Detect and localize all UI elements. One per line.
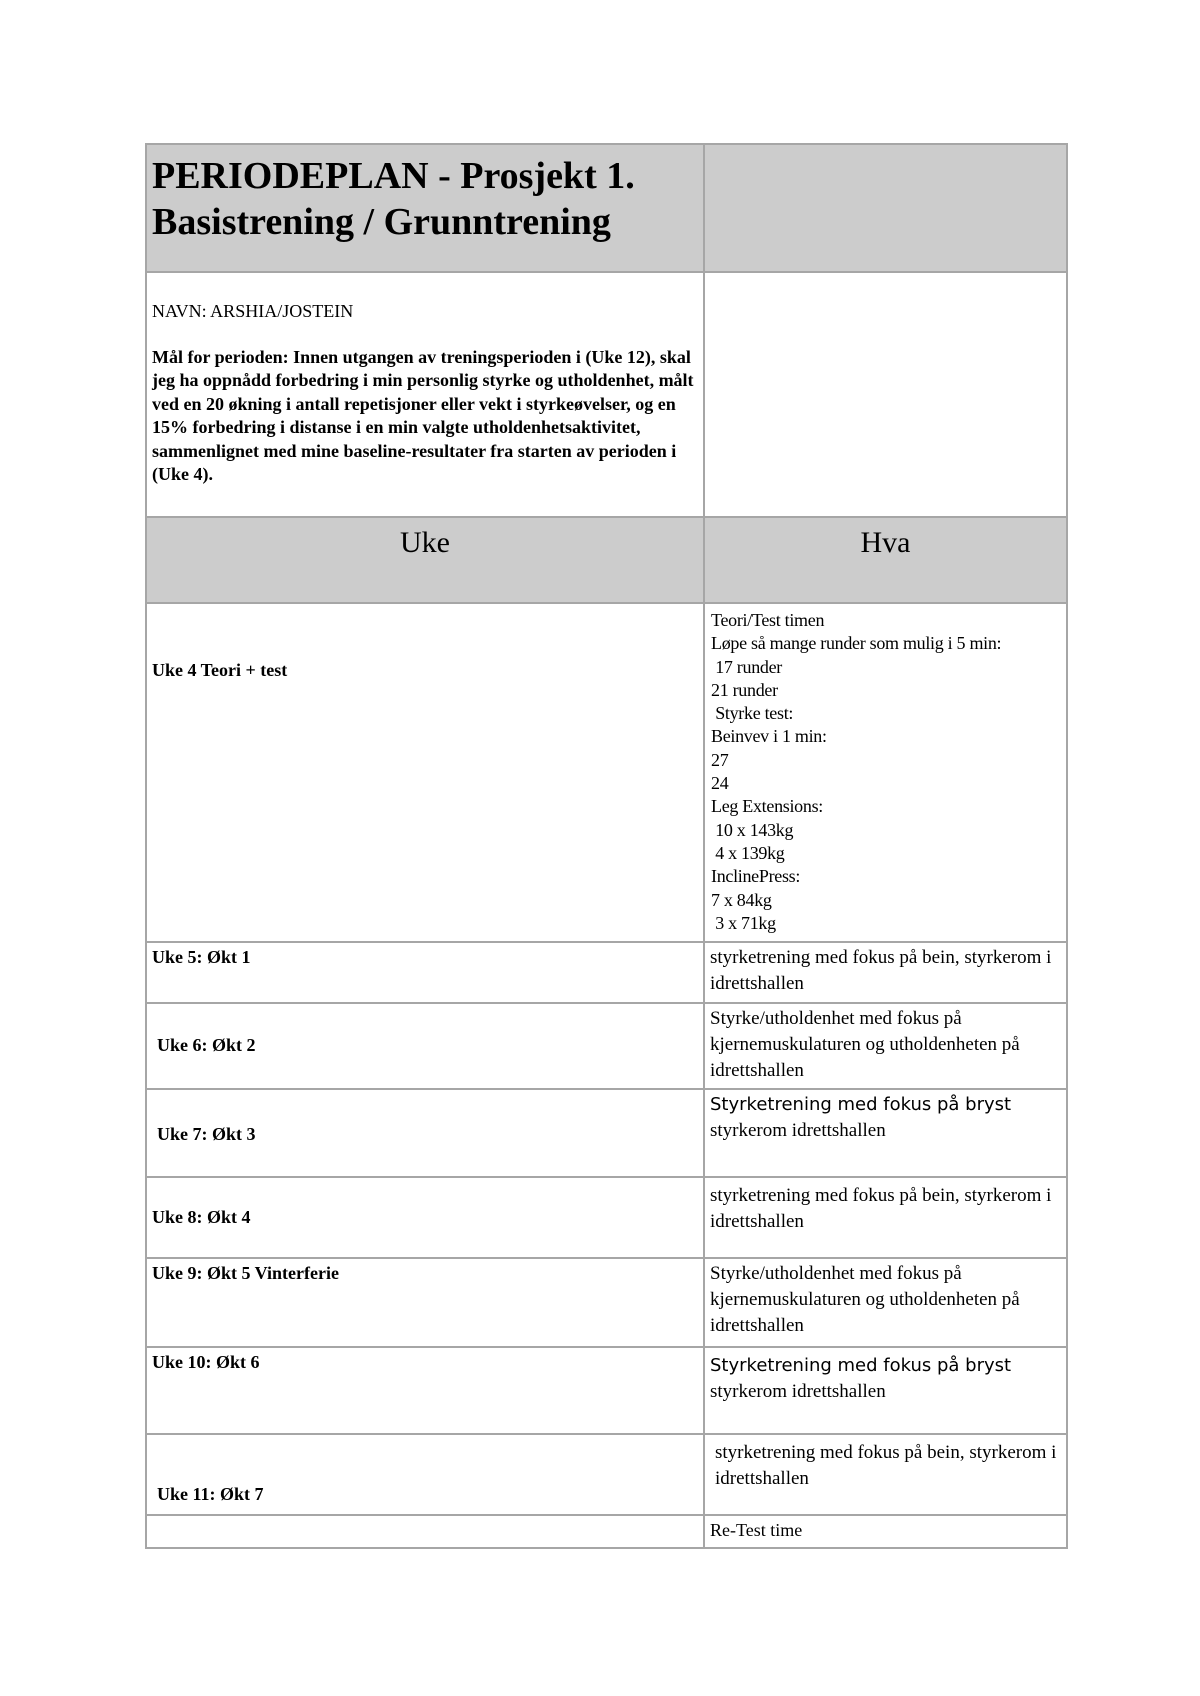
header-hva-cell: [704, 517, 1067, 603]
week-label: Uke 10: Økt 6: [152, 1352, 260, 1372]
uke-cell: [146, 603, 704, 942]
table-row: [146, 1177, 1067, 1258]
uke-cell: [146, 1258, 704, 1347]
hva-cell: [704, 1003, 1067, 1089]
title-line-1: PERIODEPLAN - Prosjekt 1.: [152, 155, 635, 197]
plan-description: Re-Test time: [710, 1520, 803, 1540]
week-label: Uke 8: Økt 4: [152, 1207, 251, 1227]
plan-location: styrkerom idrettshallen: [710, 1120, 886, 1141]
info-cell: [146, 272, 704, 517]
table-row: [146, 1515, 1067, 1548]
plan-line: 7 x 84kg: [711, 889, 772, 910]
uke-cell: [146, 1177, 704, 1258]
test-results-list: [705, 604, 1066, 935]
table-row: [146, 1347, 1067, 1434]
title-row: [146, 144, 1067, 272]
uke-cell: [146, 1434, 704, 1515]
plan-description: styrketrening med fokus på bein, styrkerom i idrettshallen: [715, 1442, 1057, 1489]
name-line: NAVN: ARSHIA/JOSTEIN: [152, 301, 354, 321]
hva-cell: [704, 1347, 1067, 1434]
plan-line: Styrke test:: [711, 703, 794, 724]
header-hva: Hva: [860, 526, 911, 559]
header-uke-cell: [146, 517, 704, 603]
plan-line: 24: [711, 773, 729, 794]
plan-line: 27: [711, 749, 729, 770]
info-empty-cell: [704, 272, 1067, 517]
uke-cell: [146, 1003, 704, 1089]
hva-cell: [704, 603, 1067, 942]
plan-line: 4 x 139kg: [711, 842, 785, 863]
plan-line: Beinvev i 1 min:: [711, 726, 827, 747]
plan-description: Styrke/utholdenhet med fokus på kjernemuskulaturen og utholdenheten på idrettshallen: [710, 1263, 1020, 1336]
uke-cell: [146, 1515, 704, 1548]
hva-cell: [704, 1434, 1067, 1515]
title-cell: [146, 144, 704, 272]
uke-cell: [146, 1347, 704, 1434]
table-row: [146, 1258, 1067, 1347]
hva-cell: [704, 1515, 1067, 1548]
table-row: [146, 1003, 1067, 1089]
plan-description: styrketrening med fokus på bein, styrkerom i idrettshallen: [710, 947, 1052, 994]
period-plan-table: [145, 143, 1068, 1549]
hva-cell: [704, 1089, 1067, 1177]
column-header-row: [146, 517, 1067, 603]
info-row: [146, 272, 1067, 517]
plan-line: Løpe så mange runder som mulig i 5 min:: [711, 633, 1002, 654]
plan-line: 21 runder: [711, 679, 778, 700]
plan-location: styrkerom idrettshallen: [710, 1381, 886, 1402]
plan-description: styrketrening med fokus på bein, styrkerom i idrettshallen: [710, 1185, 1052, 1232]
plan-line: 17 runder: [711, 656, 782, 677]
week-label: Uke 11: Økt 7: [157, 1484, 264, 1504]
plan-description: [705, 1090, 1066, 1144]
plan-focus: Styrketrening med fokus på bryst: [710, 1355, 1012, 1376]
table-row: [146, 1434, 1067, 1515]
plan-line: 10 x 143kg: [711, 819, 794, 840]
plan-line: Leg Extensions:: [711, 796, 823, 817]
hva-cell: [704, 942, 1067, 1003]
plan-line: 3 x 71kg: [711, 912, 776, 933]
table-row: [146, 1089, 1067, 1177]
plan-description: Styrke/utholdenhet med fokus på kjernemuskulaturen og utholdenheten på idrettshallen: [710, 1008, 1020, 1081]
hva-cell: [704, 1258, 1067, 1347]
plan-description: [705, 1348, 1066, 1405]
week-label: Uke 7: Økt 3: [157, 1124, 256, 1144]
week-label: Uke 4 Teori + test: [152, 660, 288, 680]
uke-cell: [146, 1089, 704, 1177]
hva-cell: [704, 1177, 1067, 1258]
week-label: Uke 6: Økt 2: [157, 1035, 256, 1055]
plan-line: InclinePress:: [711, 866, 801, 887]
uke-cell: [146, 942, 704, 1003]
period-goal: Mål for perioden: Innen utgangen av treningsperioden i (Uke 12), skal jeg ha oppnådd forbedring i min personlig styrke og utholdenhet, målt ved en 20 økning i antall repetisjoner eller vekt i styrkeøvelser, og en 15% forbedring i distanse i en min valgte utholdenhetsaktivitet, sammenlignet med mine baseline-resultater fra starten av perioden i (Uke 4).: [152, 346, 694, 484]
week-label: Uke 5: Økt 1: [152, 947, 251, 967]
title-line-2: Basistrening / Grunntrening: [152, 201, 611, 243]
title-empty-cell: [704, 144, 1067, 272]
table-row: [146, 603, 1067, 942]
header-uke: Uke: [400, 526, 450, 559]
table-row: [146, 942, 1067, 1003]
week-label: Uke 9: Økt 5 Vinterferie: [152, 1263, 339, 1283]
plan-focus: Styrketrening med fokus på bryst: [710, 1094, 1012, 1115]
plan-line: Teori/Test timen: [711, 610, 825, 630]
document-title: [147, 145, 703, 245]
